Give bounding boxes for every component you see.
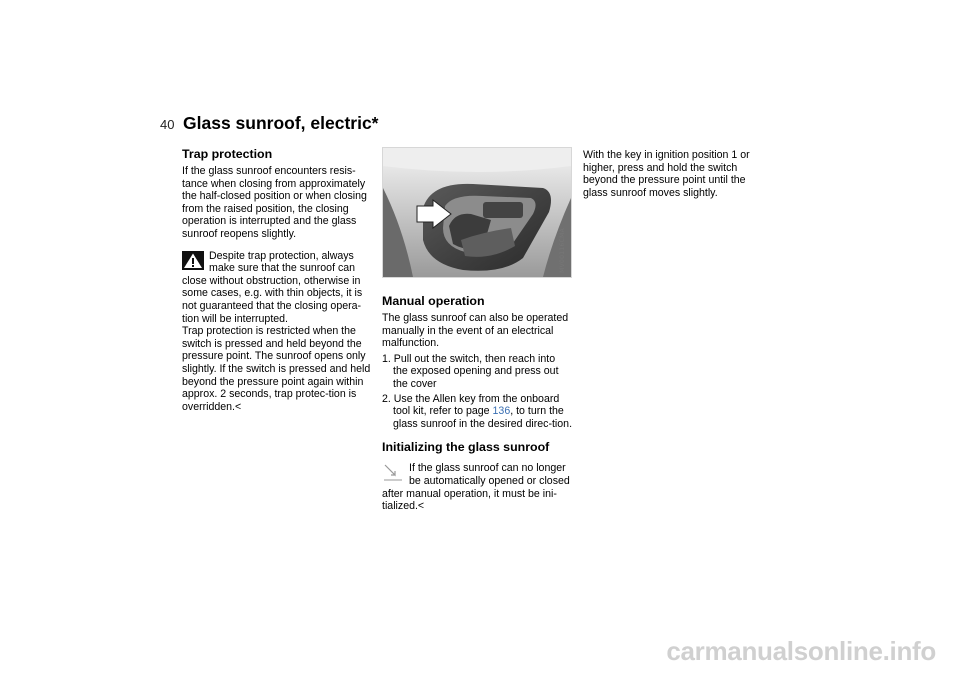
manual-operation-steps (382, 353, 572, 431)
trap-protection-body: If the glass sunroof encounters resis-tance when closing from approximately the half-closed position or when closing from the raised position, the closing operation is interrupted and the glass sunroof reopens slightly. (182, 165, 367, 240)
warning-text-rest: close without obstruction, otherwise in some cases, e.g. with thin objects, it is not guaranteed that the closing opera-tion will be interrupted. (182, 274, 363, 325)
warning-triangle-icon (182, 251, 204, 270)
end-mark: < (417, 500, 425, 513)
column-right (583, 149, 763, 199)
list-item: 1. Pull out the switch, then reach into the exposed opening and press out the cover (382, 352, 559, 390)
sunroof-switch-photo (382, 147, 572, 278)
column-middle (382, 147, 572, 513)
figure-code: MV00116CMA (559, 228, 567, 273)
column-left (182, 147, 376, 413)
note-text-rest: after manual operation, it must be ini-tialized.< (382, 487, 557, 513)
watermark: carmanualsonline.info (666, 636, 936, 666)
note-text-first: If the glass sunroof can no longer be automatically opened or closed (409, 462, 570, 487)
warning-note (182, 250, 376, 414)
manual-operation-intro: The glass sunroof can also be operated manually in the event of an electrical malfunction. (382, 312, 569, 350)
end-mark: < (235, 400, 242, 413)
page-number: 40 (160, 117, 175, 132)
trap-protection-heading: Trap protection (182, 147, 273, 161)
list-item: 2. Use the Allen key from the onboard tool kit, refer to page 136, to turn the glass sunroof in the desired direc-tion. (382, 392, 573, 430)
warning-text-more: Trap protection is restricted when the switch is pressed and held beyond the pressure point. The sunroof opens only slightly. If the switch is pressed and held beyond the pressure point again within approx. 2 seconds, trap protec-tion is overridden.< (182, 325, 371, 413)
note-hand-icon (382, 463, 404, 482)
page-reference-link[interactable]: 136 (492, 405, 511, 418)
initializing-procedure: With the key in ignition position 1 or higher, press and hold the switch beyond the pressure point until the glass sunroof moves slightly. (583, 149, 750, 199)
page-title: Glass sunroof, electric* (183, 113, 379, 133)
initializing-heading: Initializing the glass sunroof (382, 440, 550, 455)
warning-text-first: Despite trap protection, always make sure that the sunroof can (209, 249, 356, 275)
info-note (382, 462, 572, 512)
manual-operation-heading: Manual operation (382, 294, 485, 308)
